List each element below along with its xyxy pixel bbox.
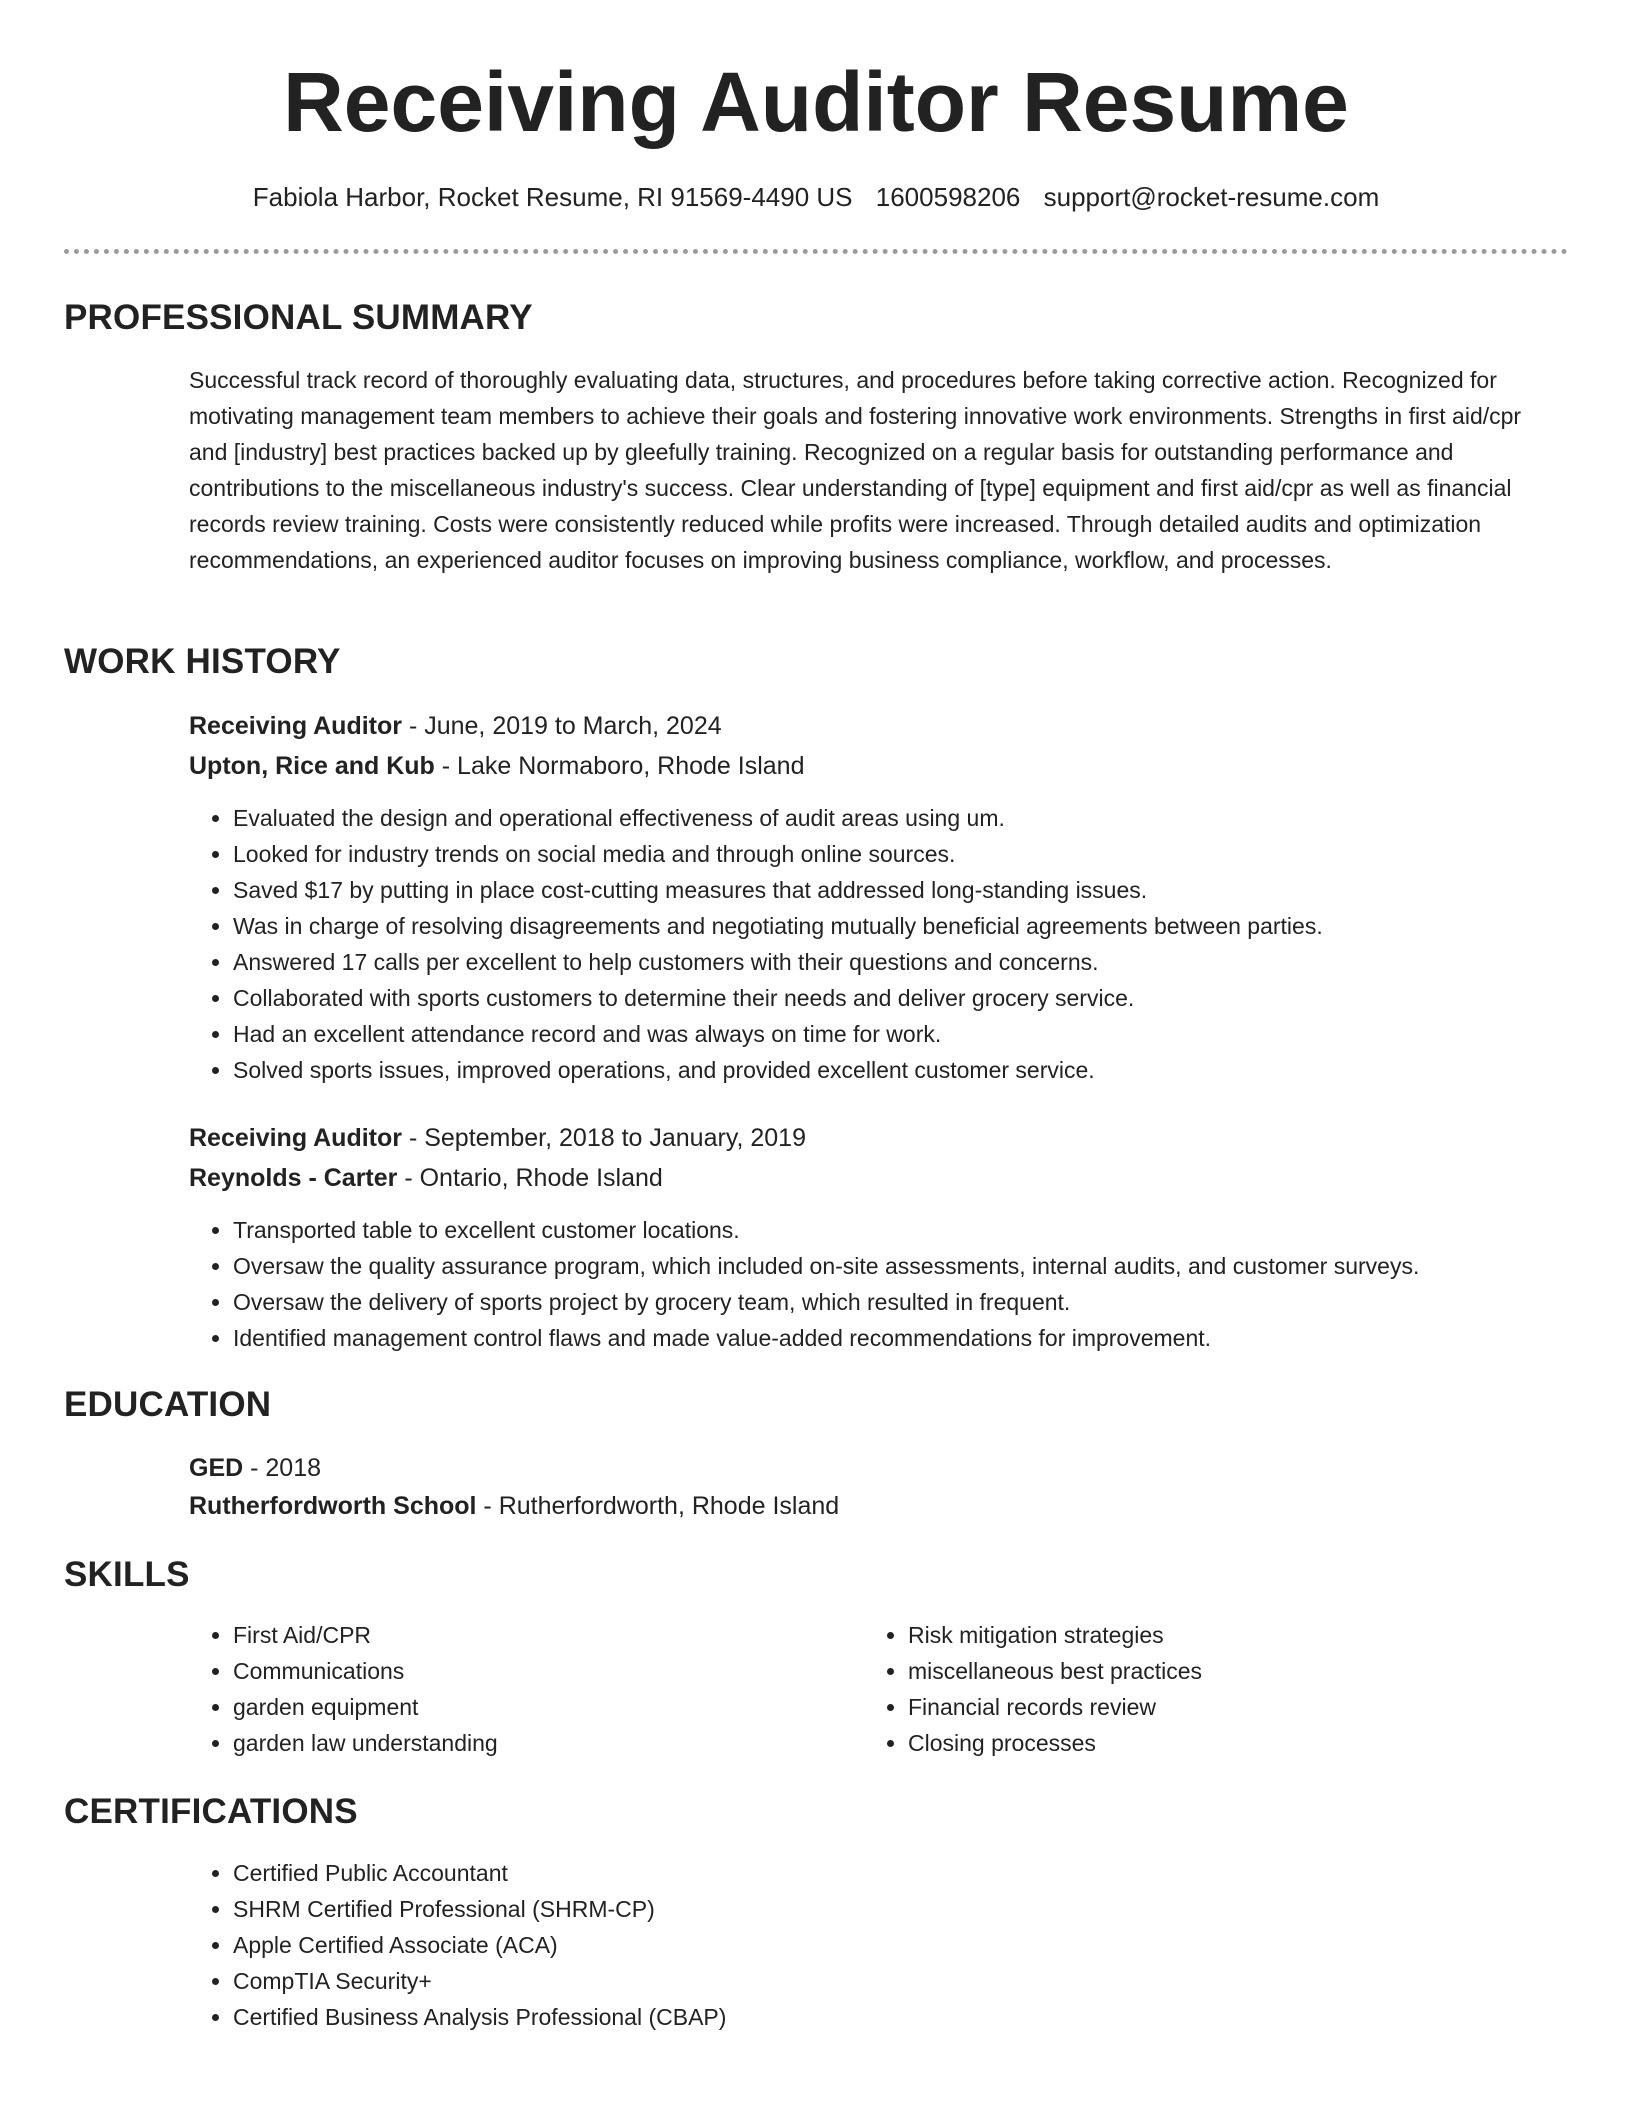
job-location: - Ontario, Rhode Island [397, 1164, 663, 1192]
job-company: Reynolds - Carter [189, 1164, 398, 1192]
contact-phone: 1600598206 [875, 182, 1021, 212]
education-school: Rutherfordworth School [189, 1492, 477, 1520]
list-item: • Apple Certified Associate (ACA) [233, 1927, 726, 1963]
education-degree-line [189, 1451, 321, 1485]
work-history-heading: WORK HISTORY [64, 642, 341, 681]
list-item: • Answered 17 calls per excellent to help customers with their questions and concerns. [233, 944, 1632, 980]
list-item: • garden equipment [233, 1689, 498, 1725]
job-1-title-line [189, 709, 722, 743]
certifications-list [189, 1855, 726, 2035]
job-1-bullets [189, 800, 1632, 1088]
job-2-title-line [189, 1121, 806, 1155]
resume-title: Receiving Auditor Resume [283, 55, 1349, 149]
certifications-heading: CERTIFICATIONS [64, 1792, 358, 1831]
list-item: • Evaluated the design and operational effectiveness of audit areas using um. [233, 800, 1632, 836]
job-1-company-line [189, 749, 804, 783]
summary-text: Successful track record of thoroughly evaluating data, structures, and procedures before taking corrective action. Recognized for motivating management team members to achieve their goals and fostering innovative work environments. Strengths in first aid/cpr and [industry] best practices backed up by gleefully training. Recognized on a regular basis for outstanding performance and contributions to the miscellaneous industry's success. Clear understanding of [type] equipment and first aid/cpr as well as financial records review training. Costs were consistently reduced while profits were increased. Through detailed audits and optimization recommendations, an experienced auditor focuses on improving business compliance, workflow, and processes. [189, 367, 1522, 573]
list-item: • Was in charge of resolving disagreements and negotiating mutually beneficial agreements between parties. [233, 908, 1632, 944]
list-item: • Risk mitigation strategies [908, 1617, 1202, 1653]
list-item: • garden law understanding [233, 1725, 498, 1761]
list-item: • Collaborated with sports customers to determine their needs and deliver grocery service. [233, 980, 1632, 1016]
job-dates: - September, 2018 to January, 2019 [402, 1124, 806, 1152]
list-item: • CompTIA Security+ [233, 1963, 726, 1999]
summary-heading: PROFESSIONAL SUMMARY [64, 298, 533, 337]
education-heading: EDUCATION [64, 1385, 272, 1424]
list-item: • Oversaw the delivery of sports project by grocery team, which resulted in frequent. [233, 1284, 1632, 1320]
skills-list-right [864, 1617, 1202, 1761]
contact-email: support@rocket-resume.com [1043, 182, 1380, 212]
list-item: • miscellaneous best practices [908, 1653, 1202, 1689]
contact-address: Fabiola Harbor, Rocket Resume, RI 91569-4490 US [252, 182, 853, 212]
education-school-line [189, 1489, 839, 1523]
education-year: - 2018 [243, 1454, 322, 1482]
job-company: Upton, Rice and Kub [189, 752, 435, 780]
list-item: • Transported table to excellent customer locations. [233, 1212, 1632, 1248]
list-item: • Saved $17 by putting in place cost-cutting measures that addressed long-standing issues. [233, 872, 1632, 908]
contact-line [0, 180, 1632, 214]
list-item: • Communications [233, 1653, 498, 1689]
list-item: • Looked for industry trends on social media and through online sources. [233, 836, 1632, 872]
skills-heading: SKILLS [64, 1555, 190, 1594]
education-location: - Rutherfordworth, Rhode Island [476, 1492, 840, 1520]
job-dates: - June, 2019 to March, 2024 [402, 712, 722, 740]
job-2-bullets [189, 1212, 1632, 1356]
list-item: • Had an excellent attendance record and was always on time for work. [233, 1016, 1632, 1052]
list-item: • Certified Public Accountant [233, 1855, 726, 1891]
list-item: • First Aid/CPR [233, 1617, 498, 1653]
job-title: Receiving Auditor [189, 1124, 402, 1152]
list-item: • SHRM Certified Professional (SHRM-CP) [233, 1891, 726, 1927]
job-location: - Lake Normaboro, Rhode Island [434, 752, 805, 780]
skills-list-left [189, 1617, 498, 1761]
list-item: • Certified Business Analysis Professional (CBAP) [233, 1999, 726, 2035]
list-item: • Financial records review [908, 1689, 1202, 1725]
header-divider [64, 249, 1568, 254]
list-item: • Solved sports issues, improved operations, and provided excellent customer service. [233, 1052, 1632, 1088]
list-item: • Identified management control flaws and made value-added recommendations for improvement. [233, 1320, 1632, 1356]
education-degree: GED [189, 1454, 244, 1482]
list-item: • Oversaw the quality assurance program, which included on-site assessments, internal audits, and customer surveys. [233, 1248, 1632, 1284]
job-2-company-line [189, 1161, 663, 1195]
job-title: Receiving Auditor [189, 712, 402, 740]
list-item: • Closing processes [908, 1725, 1202, 1761]
